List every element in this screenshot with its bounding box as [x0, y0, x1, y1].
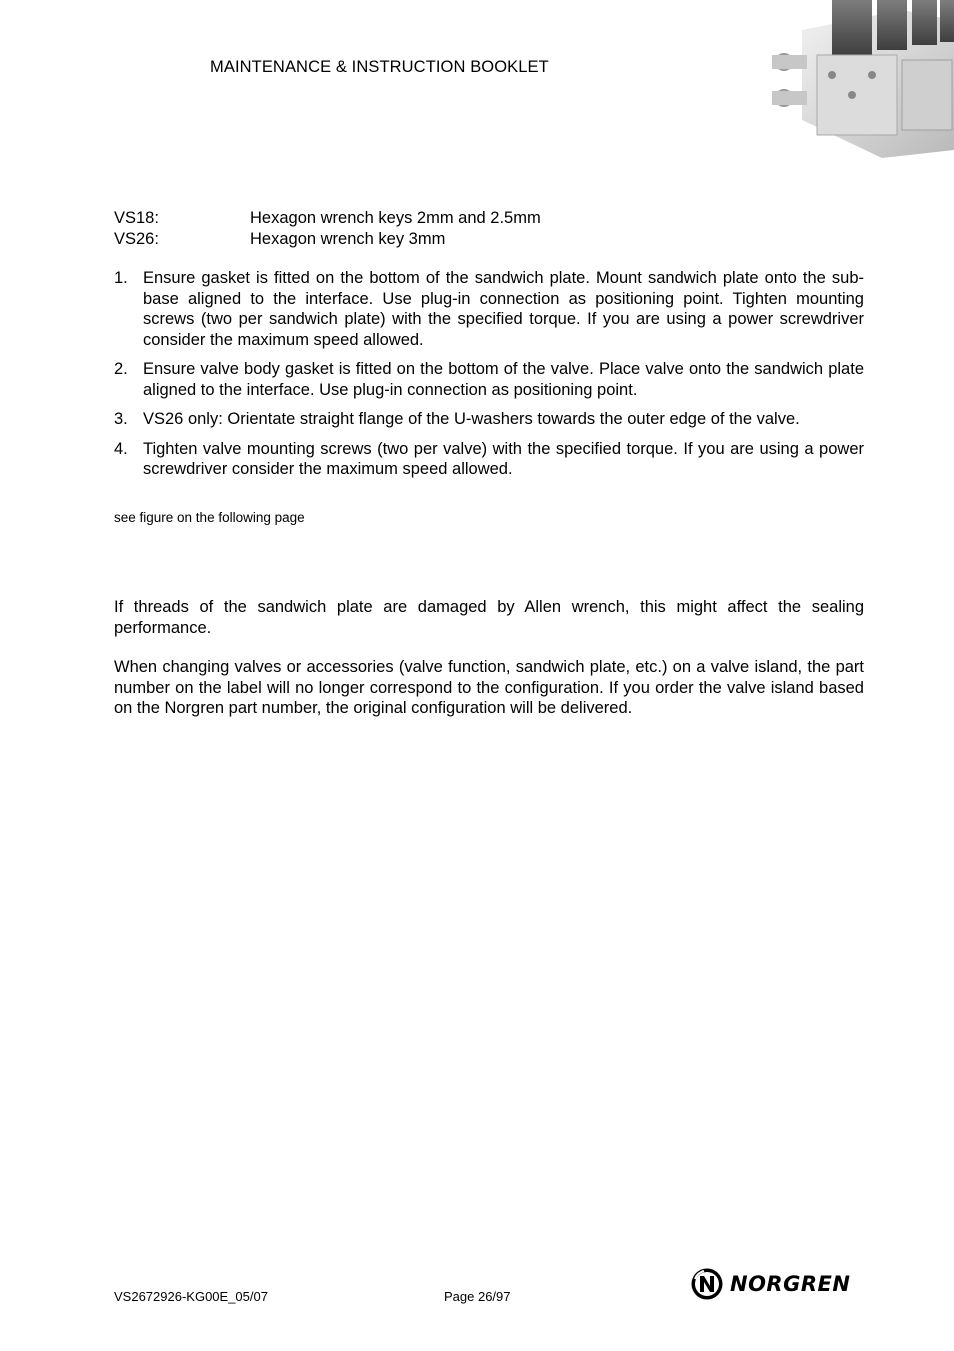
figure-reference: see figure on the following page — [114, 510, 305, 525]
tool-list — [114, 208, 541, 250]
step-item — [114, 359, 864, 400]
step-number: 2. — [114, 360, 128, 378]
tool-description: Hexagon wrench key 3mm — [250, 230, 446, 248]
tool-model: VS26: — [114, 230, 159, 248]
norgren-logo — [690, 1267, 850, 1301]
valve-island-photo-icon — [762, 0, 954, 160]
step-text: VS26 only: Orientate straight flange of the U-washers towards the outer edge of the valve. — [143, 410, 800, 428]
norgren-logo-icon — [690, 1267, 724, 1301]
tool-description: Hexagon wrench keys 2mm and 2.5mm — [250, 209, 541, 227]
step-number: 1. — [114, 269, 128, 287]
step-number: 4. — [114, 439, 128, 458]
step-text: Ensure valve body gasket is fitted on the bottom of the valve. Place valve onto the sandwich plate aligned to the interface. Use plug-in connection as positioning point. — [143, 360, 864, 399]
step-item — [114, 409, 864, 430]
tool-row — [114, 229, 541, 250]
logo-wordmark: NORGREN — [730, 1272, 851, 1296]
step-number: 3. — [114, 410, 128, 428]
document-code: VS2672926-KG00E_05/07 — [114, 1289, 268, 1304]
tool-row — [114, 208, 541, 229]
booklet-title: MAINTENANCE & INSTRUCTION BOOKLET — [210, 58, 549, 76]
instruction-steps — [114, 268, 864, 489]
page-number: Page 26/97 — [444, 1289, 511, 1304]
note-paragraph: When changing valves or accessories (valve function, sandwich plate, etc.) on a valve island, the part number on the label will no longer correspond to the configuration. If you order the valve island based on the Norgren part number, the original configuration will be delivered. — [114, 658, 864, 717]
step-text: Tighten valve mounting screws (two per valve) with the specified torque. If you are using a power screwdriver consider the maximum speed allowed. — [143, 439, 864, 478]
step-text: Ensure gasket is fitted on the bottom of the sandwich plate. Mount sandwich plate onto the sub-base aligned to the interface. Use plug-in connection as positioning point. Tighten mounting screws (two per sandwich plate) with the specified torque. If you are using a power screwdriver consider the maximum speed allowed. — [143, 269, 864, 349]
note-paragraph: If threads of the sandwich plate are damaged by Allen wrench, this might affect the sealing performance. — [114, 598, 864, 637]
step-item — [114, 439, 864, 480]
step-item — [114, 268, 864, 350]
tool-model: VS18: — [114, 209, 159, 227]
